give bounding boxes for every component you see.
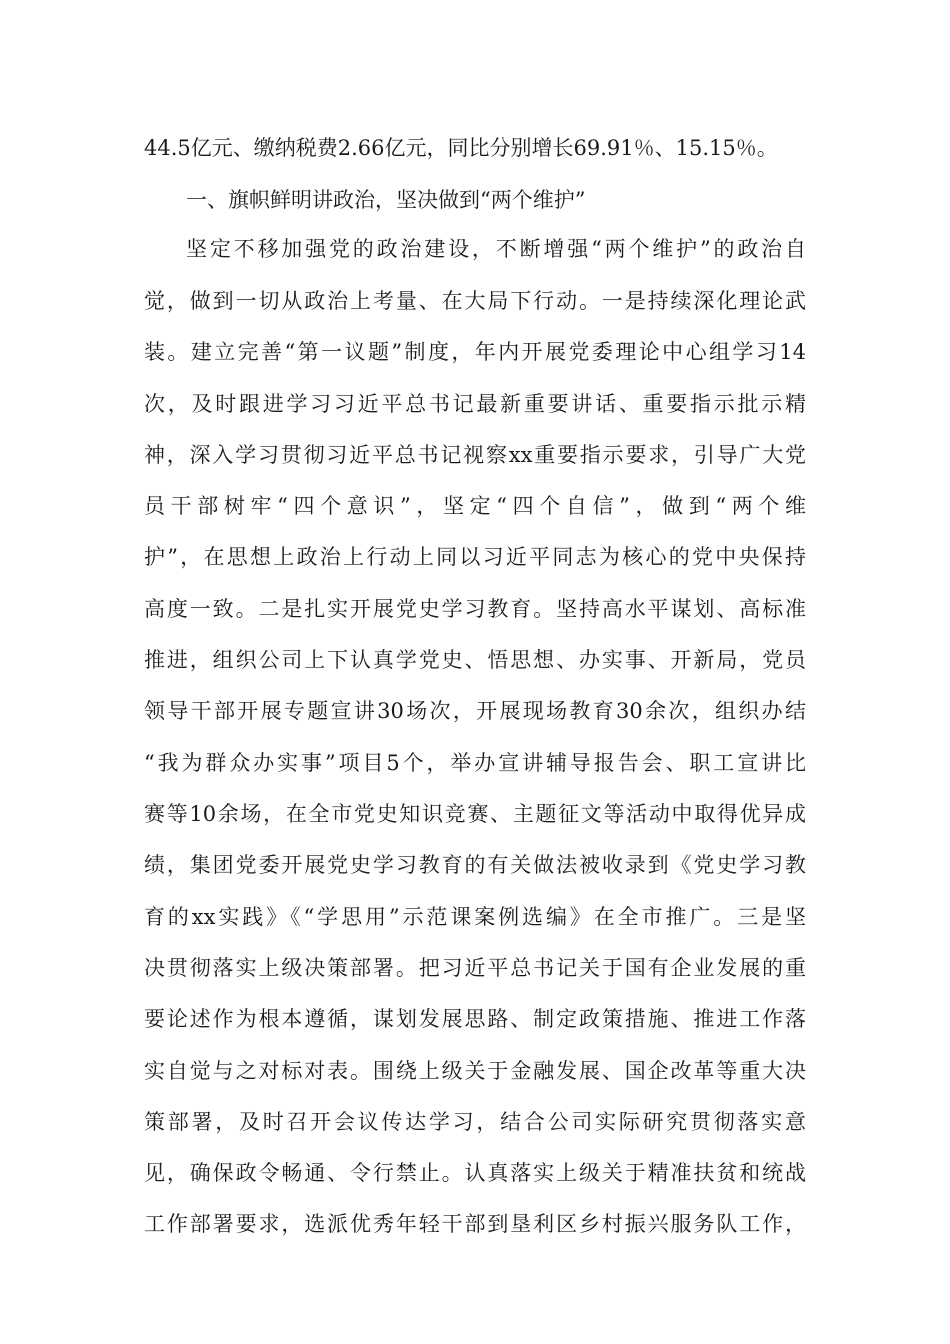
body-text-line: 护”，在思想上政治上行动上同以习近平同志为核心的党中央保持: [144, 545, 806, 569]
body-text-line: 高度一致。二是扎实开展党史学习教育。坚持高水平谋划、高标准: [144, 597, 806, 621]
body-text-line: 赛等10余场，在全市党史知识竞赛、主题征文等活动中取得优异成: [144, 802, 806, 826]
body-text-line: 决贯彻落实上级决策部署。把习近平总书记关于国有企业发展的重: [144, 956, 806, 980]
body-text-line: 推进，组织公司上下认真学党史、悟思想、办实事、开新局，党员: [144, 648, 806, 672]
body-text-line: 要论述作为根本遵循，谋划发展思路、制定政策措施、推进工作落: [144, 1007, 806, 1031]
body-text-line: 次，及时跟进学习习近平总书记最新重要讲话、重要指示批示精: [144, 392, 806, 416]
body-text-line: 工作部署要求，选派优秀年轻干部到垦利区乡村振兴服务队工作，: [144, 1212, 806, 1236]
body-text-line: 觉，做到一切从政治上考量、在大局下行动。一是持续深化理论武: [144, 289, 806, 313]
body-text-line: 领导干部开展专题宣讲30场次，开展现场教育30余次，组织办结: [144, 699, 806, 723]
body-text-line: “我为群众办实事”项目5个，举办宣讲辅导报告会、职工宣讲比: [144, 751, 806, 775]
body-text-line: 绩，集团党委开展党史学习教育的有关做法被收录到《党史学习教: [144, 853, 806, 877]
body-text-line: 策部署，及时召开会议传达学习，结合公司实际研究贯彻落实意: [144, 1110, 806, 1134]
body-text-line: 员干部树牢“四个意识”，坚定“四个自信”，做到“两个维: [144, 494, 806, 518]
body-text-line: 育的xx实践》《“学思用”示范课案例选编》在全市推广。三是坚: [144, 905, 806, 929]
body-text-line: 神，深入学习贯彻习近平总书记视察xx重要指示要求，引导广大党: [144, 443, 806, 467]
section-heading: 一、旗帜鲜明讲政治，坚决做到“两个维护”: [186, 188, 586, 212]
body-text-line: 坚定不移加强党的政治建设，不断增强“两个维护”的政治自: [186, 237, 806, 261]
body-text-line: 见，确保政令畅通、令行禁止。认真落实上级关于精准扶贫和统战: [144, 1161, 806, 1185]
body-text-line: 装。建立完善“第一议题”制度，年内开展党委理论中心组学习14: [144, 340, 806, 364]
body-text-line: 44.5亿元、缴纳税费2.66亿元，同比分别增长69.91％、15.15％。: [144, 136, 778, 160]
body-text-line: 实自觉与之对标对表。围绕上级关于金融发展、国企改革等重大决: [144, 1059, 806, 1083]
